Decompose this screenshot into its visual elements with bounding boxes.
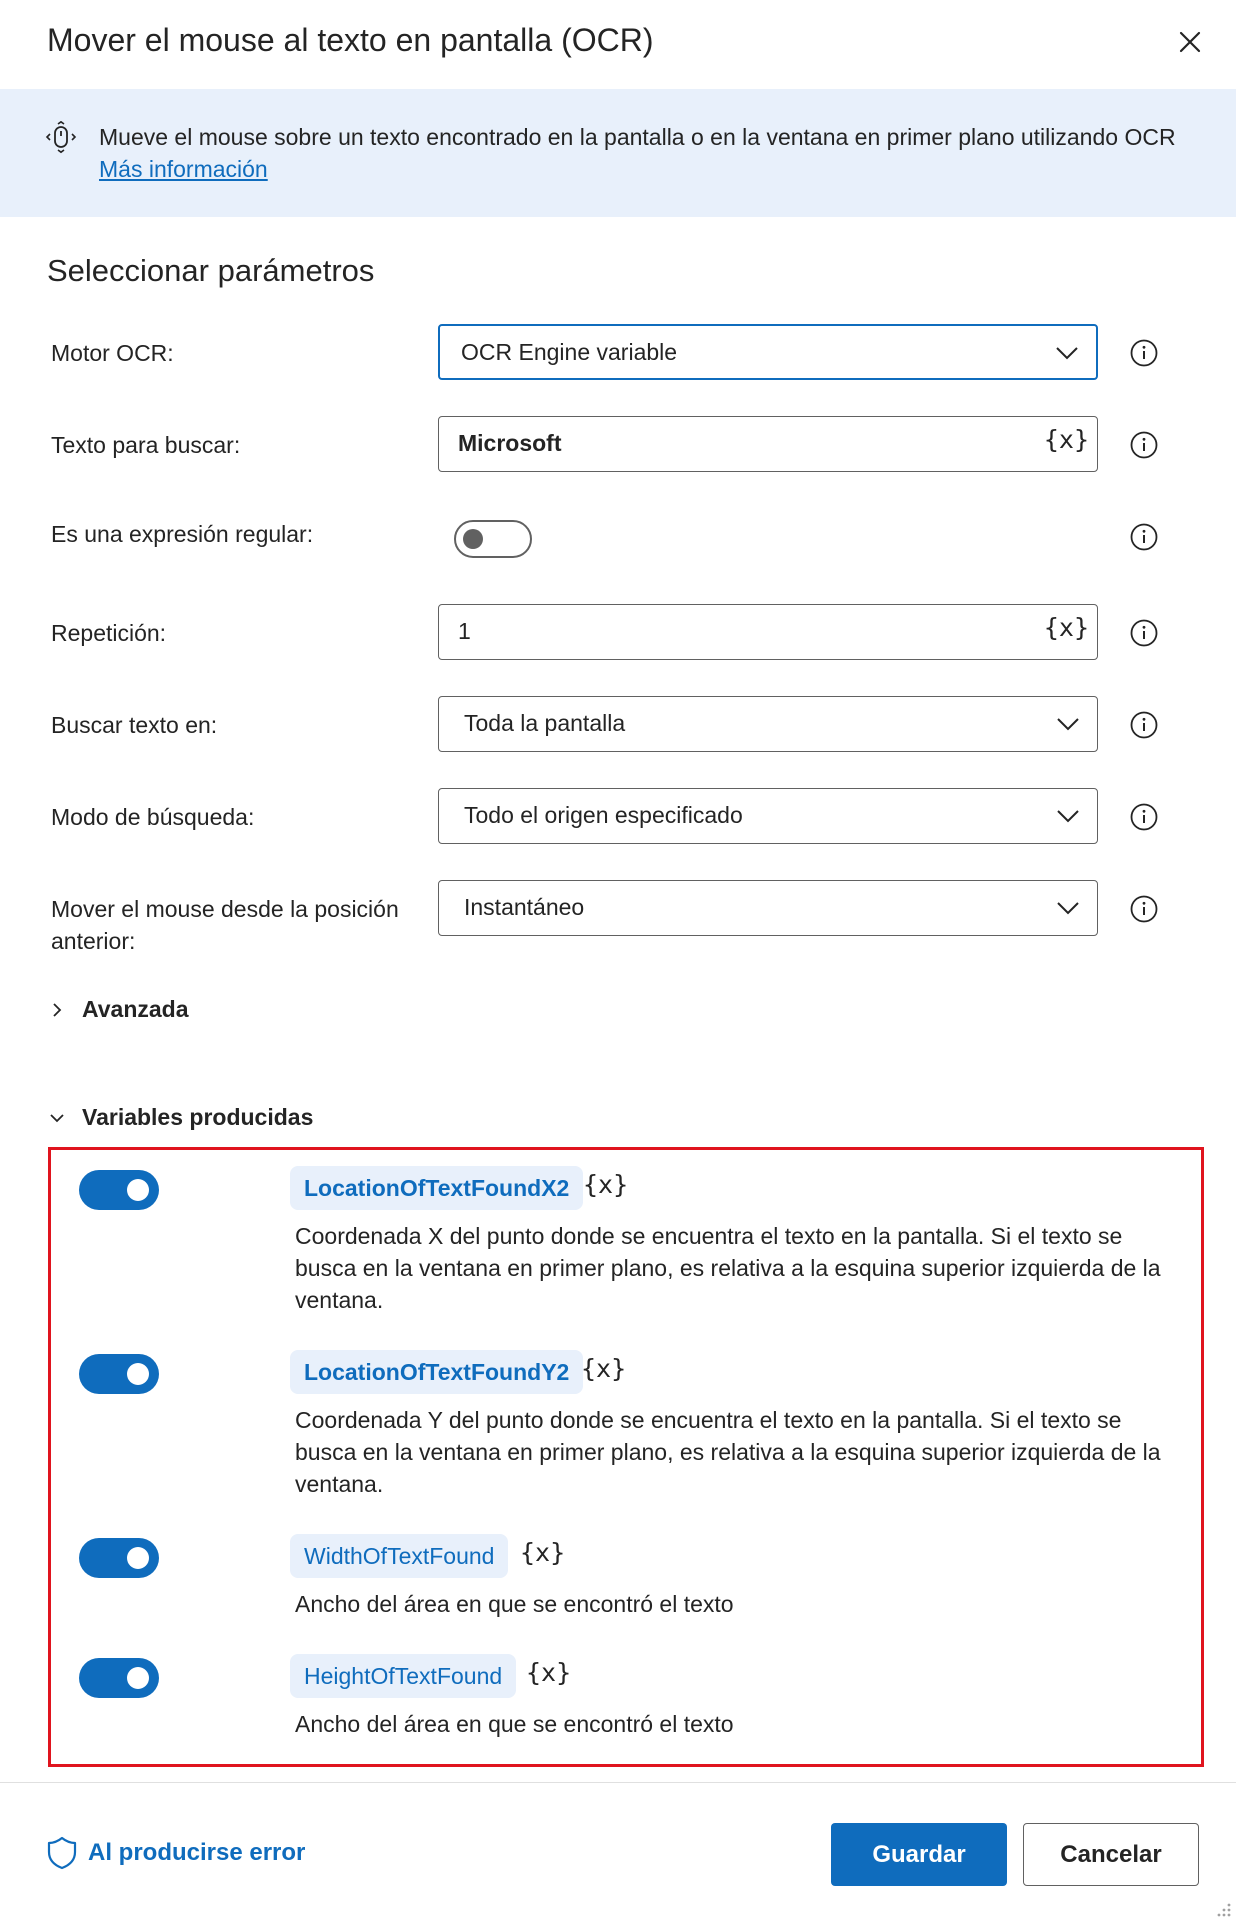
toggle-knob [127,1179,149,1201]
close-icon[interactable] [1174,26,1206,58]
text-to-find-label: Texto para buscar: [51,432,241,458]
occurrence-label: Repetición: [51,620,167,646]
variable-description: Ancho del área en que se encontró el texto [295,1711,734,1737]
is-regex-toggle[interactable] [454,520,532,558]
mouse-move-icon [44,121,78,155]
text-to-find-input[interactable] [438,416,1098,472]
ocr-engine-label: Motor OCR: [51,340,174,366]
cancel-button[interactable]: Cancelar [1023,1823,1199,1886]
variable-icon: {x} [581,1354,627,1383]
info-icon[interactable] [1130,619,1158,647]
variable-toggle[interactable] [79,1170,159,1210]
variable-description: Coordenada X del punto donde se encuentra el texto en la pantalla. Si el texto se busca en la ventana en primer plano, es relativa a la esquina superior izquierda de la ventana. [295,1223,1161,1313]
info-icon[interactable] [1130,339,1158,367]
move-from-label: Mover el mouse desde la posición anterior: [51,896,399,954]
occurrence-input[interactable] [438,604,1098,660]
toggle-knob [127,1363,149,1385]
variable-chip[interactable]: WidthOfTextFound [290,1534,508,1578]
search-in-label: Buscar texto en: [51,712,218,738]
info-icon[interactable] [1130,523,1158,551]
on-error-button[interactable] [46,1836,305,1870]
toggle-knob [127,1667,149,1689]
variable-chip[interactable]: HeightOfTextFound [290,1654,516,1698]
move-from-dropdown[interactable] [438,880,1098,936]
move-from-value: Instantáneo [464,894,585,920]
chevron-right-icon [48,1001,66,1019]
occurrence-value: 1 [458,618,471,644]
variable-chip[interactable]: LocationOfTextFoundX2 [290,1166,583,1210]
search-mode-dropdown[interactable] [438,788,1098,844]
more-info-link[interactable]: Más información [99,156,268,182]
variable-toggle[interactable] [79,1354,159,1394]
info-icon[interactable] [1130,431,1158,459]
variables-expander[interactable] [48,1104,313,1131]
save-button[interactable]: Guardar [831,1823,1007,1886]
ocr-engine-dropdown[interactable] [438,324,1098,380]
chevron-down-icon [1055,803,1081,829]
advanced-label: Avanzada [82,996,189,1022]
chevron-down-icon [1055,895,1081,921]
info-icon[interactable] [1130,895,1158,923]
variable-icon[interactable]: {x} [1043,613,1089,642]
info-icon[interactable] [1130,711,1158,739]
text-to-find-value: Microsoft [458,430,562,456]
chevron-down-icon [48,1109,66,1127]
shield-icon [46,1836,78,1870]
search-in-value: Toda la pantalla [464,710,626,736]
chevron-down-icon [1055,711,1081,737]
is-regex-label: Es una expresión regular: [51,521,314,547]
variable-toggle[interactable] [79,1658,159,1698]
variable-icon: {x} [583,1170,629,1199]
chevron-down-icon [1054,340,1080,366]
info-icon[interactable] [1130,803,1158,831]
search-mode-value: Todo el origen especificado [464,802,743,828]
footer-divider [0,1782,1236,1783]
advanced-expander[interactable] [48,996,189,1023]
ocr-engine-value: OCR Engine variable [461,339,678,365]
toggle-knob [127,1547,149,1569]
resize-grip-icon[interactable] [1210,1896,1232,1918]
variable-icon: {x} [526,1658,572,1687]
variable-toggle[interactable] [79,1538,159,1578]
variable-icon[interactable]: {x} [1043,425,1089,454]
variables-label: Variables producidas [82,1104,314,1130]
variable-icon: {x} [520,1538,566,1567]
banner-description: Mueve el mouse sobre un texto encontrado en la pantalla o en la ventana en primer plano utilizando OCR Más información [99,124,1176,182]
toggle-knob [463,529,483,549]
variable-description: Coordenada Y del punto donde se encuentra el texto en la pantalla. Si el texto se busca en la ventana en primer plano, es relativa a la esquina superior izquierda de la ventana. [295,1407,1161,1497]
dialog-title: Mover el mouse al texto en pantalla (OCR) [47,22,654,58]
search-in-dropdown[interactable] [438,696,1098,752]
search-mode-label: Modo de búsqueda: [51,804,255,830]
variable-description: Ancho del área en que se encontró el texto [295,1591,734,1617]
section-title: Seleccionar parámetros [47,253,375,288]
on-error-label: Al producirse error [88,1839,306,1866]
variable-chip[interactable]: LocationOfTextFoundY2 [290,1350,583,1394]
